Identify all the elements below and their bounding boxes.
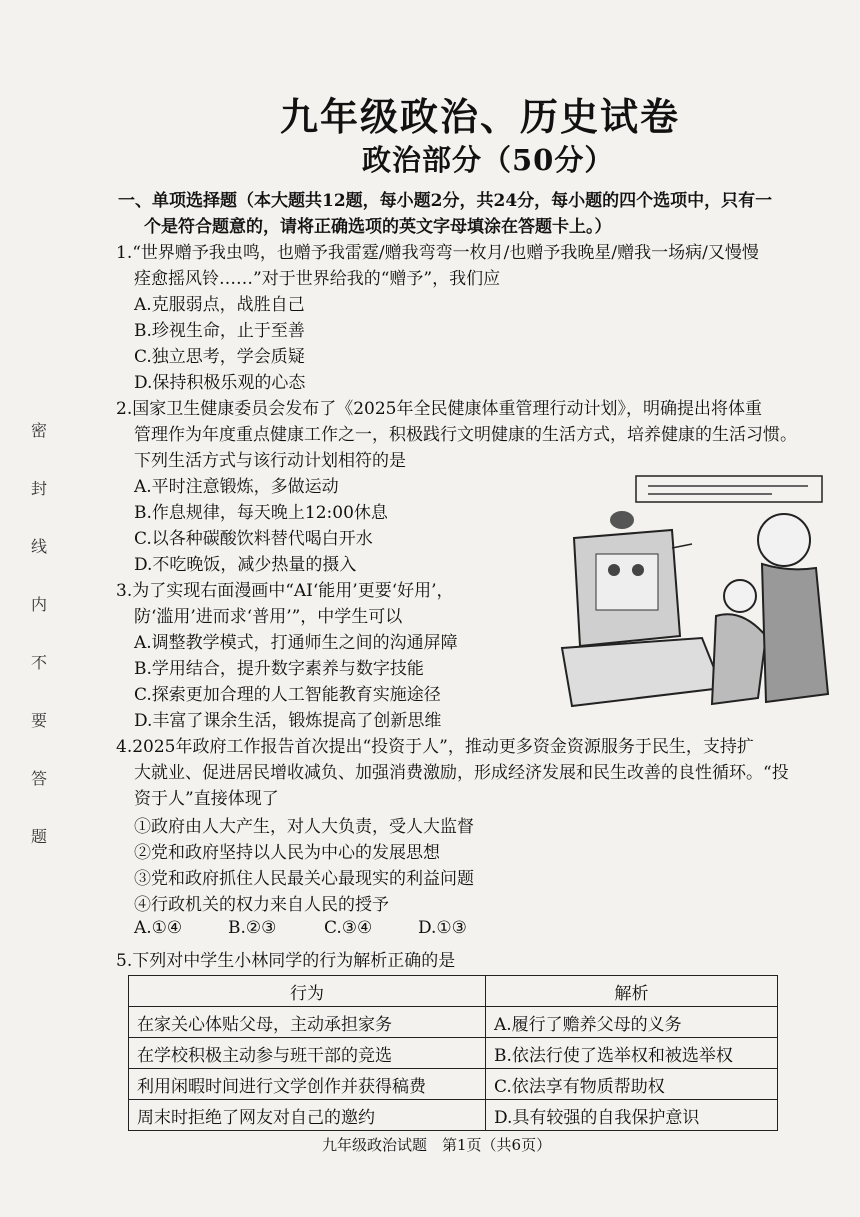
q1-stem-line-2: 痊愈摇风铃……”对于世界给我的“赠予”，我们应 — [134, 269, 501, 289]
side-note-char: 线 — [30, 537, 47, 556]
page-footer: 九年级政治试题 第1页（共6页） — [322, 1136, 552, 1154]
table-cell-analysis: B.依法行使了选举权和被选举权 — [486, 1038, 778, 1069]
q3-option-d: D.丰富了课余生活，锻炼提高了创新思维 — [134, 711, 442, 731]
table-cell-behavior: 在家关心体贴父母，主动承担家务 — [129, 1007, 486, 1038]
q1-option-b: B.珍视生命，止于至善 — [134, 321, 305, 341]
q5-stem: 5.下列对中学生小林同学的行为解析正确的是 — [116, 951, 456, 971]
table-cell-analysis: C.依法享有物质帮助权 — [486, 1069, 778, 1100]
q1-option-a: A.克服弱点，战胜自己 — [134, 295, 305, 315]
q2-option-d: D.不吃晚饭，减少热量的摄入 — [134, 555, 357, 575]
table-row — [129, 1069, 778, 1100]
side-note-char: 答 — [30, 769, 47, 788]
q4-stem-line-3: 资于人”直接体现了 — [134, 789, 279, 809]
q4-option-d: D.①③ — [418, 918, 467, 938]
q4-item-4: ④行政机关的权力来自人民的授予 — [134, 895, 389, 915]
side-note-vertical — [28, 418, 50, 882]
q4-stem-line-2: 大就业、促进居民增收减负、加强消费激励，形成经济发展和民生改善的良性循环。“投 — [134, 763, 789, 783]
instructions-line-1: 一、单项选择题（本大题共12题，每小题2分，共24分，每小题的四个选项中，只有一 — [118, 191, 773, 211]
table-cell-behavior: 在学校积极主动参与班干部的竞选 — [129, 1038, 486, 1069]
q4-option-c: C.③④ — [324, 918, 373, 938]
q4-item-1: ①政府由人大产生，对人大负责，受人大监督 — [134, 817, 474, 837]
side-note-char: 内 — [30, 595, 47, 614]
side-note-char: 密 — [30, 421, 47, 440]
q4-option-b: B.②③ — [228, 918, 277, 938]
q4-option-a: A.①④ — [134, 918, 183, 938]
instructions-line-2: 个是符合题意的，请将正确选项的英文字母填涂在答题卡上。） — [144, 217, 612, 237]
side-note-char: 题 — [30, 827, 47, 846]
exam-title: 九年级政治、历史试卷 — [280, 94, 681, 139]
table-header-analysis: 解析 — [486, 976, 778, 1007]
table-row — [129, 1007, 778, 1038]
q1-stem-line-1: 1.“世界赠予我虫鸣，也赠予我雷霆/赠我弯弯一枚月/也赠予我晚星/赠我一场病/又慢慢 — [116, 243, 759, 263]
table-header-row — [129, 976, 778, 1007]
side-note-char: 不 — [30, 653, 47, 672]
q5-behavior-table — [128, 975, 778, 1131]
side-note-char: 要 — [30, 711, 47, 730]
table-row — [129, 1100, 778, 1131]
q4-item-2: ②党和政府坚持以人民为中心的发展思想 — [134, 843, 440, 863]
q2-stem-line-1: 2.国家卫生健康委员会发布了《2025年全民健康体重管理行动计划》，明确提出将体重 — [116, 399, 762, 419]
q1-option-c: C.独立思考，学会质疑 — [134, 347, 305, 367]
section-subtitle: 政治部分（50分） — [362, 143, 615, 177]
q3-option-a: A.调整教学模式，打通师生之间的沟通屏障 — [134, 633, 458, 653]
q4-stem-line-1: 4.2025年政府工作报告首次提出“投资于人”，推动更多资金资源服务于民生，支持扩 — [116, 737, 754, 757]
side-note-char: 封 — [30, 479, 47, 498]
q3-stem-line-1: 3.为了实现右面漫画中“AI‘能用’更要‘好用’， — [116, 581, 454, 601]
table-cell-behavior: 利用闲暇时间进行文学创作并获得稿费 — [129, 1069, 486, 1100]
q2-stem-line-3: 下列生活方式与该行动计划相符的是 — [134, 451, 406, 471]
table-cell-behavior: 周末时拒绝了网友对自己的邀约 — [129, 1100, 486, 1131]
q1-option-d: D.保持积极乐观的心态 — [134, 373, 306, 393]
table-row — [129, 1038, 778, 1069]
q2-stem-line-2: 管理作为年度重点健康工作之一，积极践行文明健康的生活方式，培养健康的生活习惯。 — [134, 425, 797, 445]
q2-option-a: A.平时注意锻炼，多做运动 — [134, 477, 339, 497]
q2-option-c: C.以各种碳酸饮料替代喝白开水 — [134, 529, 373, 549]
q3-option-b: B.学用结合，提升数字素养与数字技能 — [134, 659, 424, 679]
q3-option-c: C.探索更加合理的人工智能教育实施途径 — [134, 685, 441, 705]
q3-stem-line-2: 防‘滥用’进而求‘普用’”，中学生可以 — [134, 607, 403, 627]
table-cell-analysis: A.履行了赡养父母的义务 — [486, 1007, 778, 1038]
table-header-behavior: 行为 — [129, 976, 486, 1007]
q2-option-b: B.作息规律，每天晚上12:00休息 — [134, 503, 388, 523]
ai-cartoon-illustration — [552, 468, 834, 720]
table-cell-analysis: D.具有较强的自我保护意识 — [486, 1100, 778, 1131]
q4-item-3: ③党和政府抓住人民最关心最现实的利益问题 — [134, 869, 474, 889]
